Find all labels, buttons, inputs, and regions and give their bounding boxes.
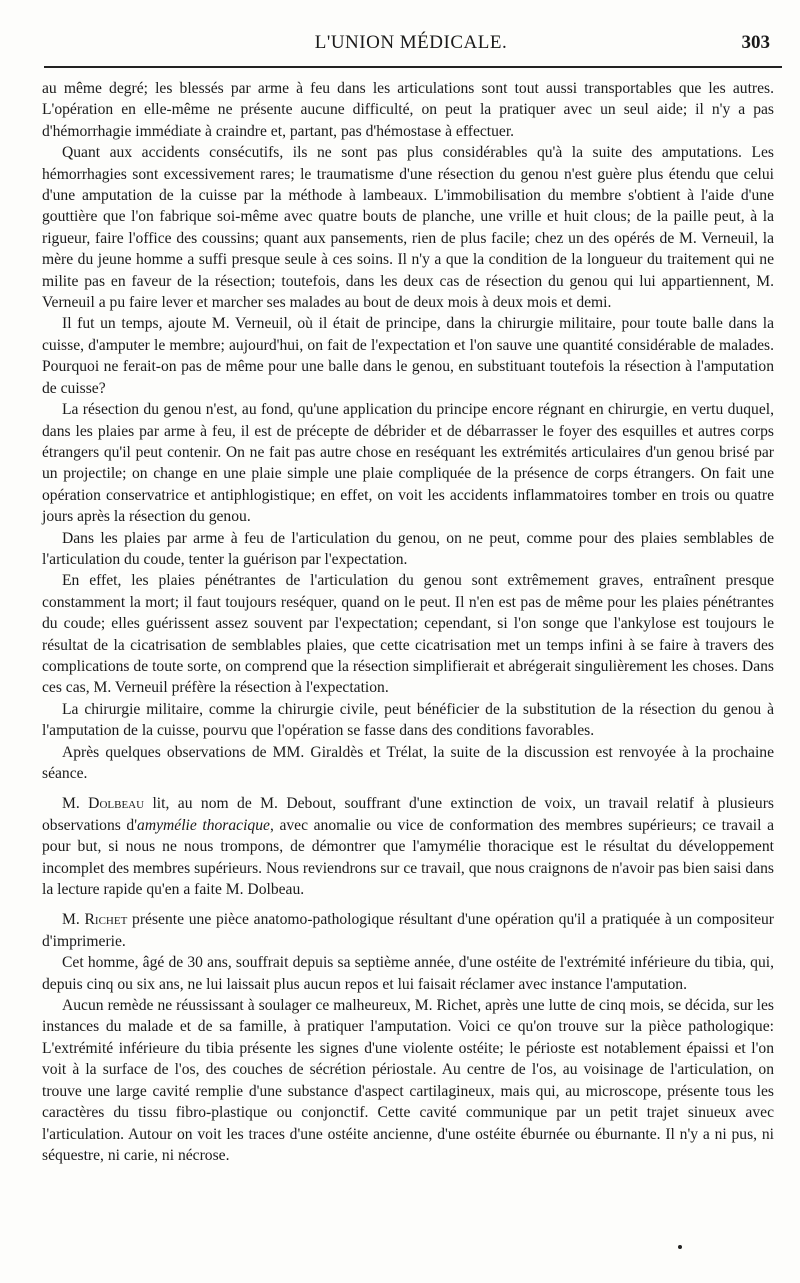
running-header [44, 32, 778, 62]
paragraph: Cet homme, âgé de 30 ans, souffrait depuis sa septième année, d'une ostéite de l'extrémité inférieure du tibia, qui, depuis cinq ou six ans, ne lui laissait plus aucun repos et lui faisait réclamer avec instance l'amputation. [42, 954, 774, 993]
header-rule [44, 66, 782, 68]
italic-term: amymélie thoracique [137, 816, 270, 834]
paragraph: au même degré; les blessés par arme à feu dans les articulations sont tout aussi transportables que les autres. L'opération en elle-même ne présente aucune difficulté, on peut la pratiquer avec un seul aide; il n'y a pas d'hémorrhagie immédiate à craindre et, partant, pas d'hémostase à effectuer. [42, 80, 774, 140]
paragraph: Dans les plaies par arme à feu de l'articulation du genou, on ne peut, comme pour des plaies semblables de l'articulation du coude, tenter la guérison par l'expectation. [42, 529, 774, 568]
print-mark [678, 1245, 682, 1249]
paragraph: Quant aux accidents consécutifs, ils ne sont pas plus considérables qu'à la suite des amputations. Les hémorrhagies sont excessivement rares; le traumatisme d'une résection du genou n'est guère plus étendu que celui d'une amputation de la cuisse par la méthode à lambeaux. L'immobilisation du membre s'obtient à l'aide d'une gouttière que l'on fabrique soi-même avec quatre bouts de planche, une vrille et huit clous; de la paille peut, à la rigueur, faire l'office des coussins; quant aux pansements, rien de plus facile; chez un des opérés de M. Verneuil, la mère du jeune homme a suffi presque seule à ces soins. Il n'y a que la condition de la longueur du traitement qui ne milite pas en faveur de la résection; toutefois, dans les deux cas de résection du genou qui lui appartiennent, M. Verneuil a pu faire lever et marcher ses malades au bout de deux mois à deux mois et demi. [42, 144, 774, 312]
dolbeau-paragraph [42, 793, 774, 900]
speaker-name: M. Richet [62, 911, 128, 929]
paragraph-text: lit, au nom de M. Debout, souffrant d'une extinction de voix, un travail relatif à plusieurs observations d' [42, 795, 774, 834]
paragraph-text: , avec anomalie ou vice de conformation des membres supérieurs; ce travail a pour but, si nous ne nous trompons, de démontrer que l'amymélie thoracique est le résultat du développement incomplet des membres supérieurs. Nous reviendrons sur ce travail, que nous craignons de n'avoir pas bien saisi dans la lecture rapide qu'en a faite M. Dolbeau. [42, 816, 774, 899]
richet-paragraph [42, 909, 774, 952]
journal-title: L'UNION MÉDICALE. [314, 32, 508, 53]
paragraph: La chirurgie militaire, comme la chirurgie civile, peut bénéficier de la substitution de la résection du genou à l'amputation de la cuisse, pourvu que l'opération se fasse dans des conditions favorables. [42, 700, 774, 740]
page-number: 303 [741, 32, 770, 53]
paragraph: En effet, les plaies pénétrantes de l'articulation du genou sont extrêmement graves, entraînent presque constamment la mort; il faut toujours reséquer, quand on le peut. Il n'en est pas de même pour les plaies pénétrantes du coude; elles guérissent assez souvent par l'expectation; cependant, si l'on songe que l'ankylose est toujours le résultat de la cicatrisation de semblables plaies, que cette cicatrisation met un temps infini à se faire à travers des complications de toute sorte, on comprend que la résection simplifierait et abrégerait singulièrement les choses. Dans ces cas, M. Verneuil préfère la résection à l'expectation. [42, 572, 774, 697]
paragraph: La résection du genou n'est, au fond, qu'une application du principe encore régnant en chirurgie, en vertu duquel, dans les plaies par arme à feu, il est de précepte de débrider et de débarrasser le foyer des esquilles et autres corps étrangers qu'il peut contenir. On ne fait pas autre chose en reséquant les extrémités articulaires d'un genou brisé par un projectile; on change en une plaie simple une plaie compliquée de la présence de corps étrangers. On fait une opération conservatrice et antiphlogistique; en effet, on voit les accidents inflammatoires tomber en trois ou quatre jours après la résection du genou. [42, 401, 774, 526]
speaker-name: M. Dolbeau [62, 795, 145, 813]
paragraph-text: présente une pièce anatomo-pathologique résultant d'une opération qu'il a pratiquée à un compositeur d'imprimerie. [42, 911, 774, 950]
paragraph: Après quelques observations de MM. Giraldès et Trélat, la suite de la discussion est renvoyée à la prochaine séance. [42, 743, 774, 782]
article-body [42, 78, 774, 1166]
paragraph: Il fut un temps, ajoute M. Verneuil, où il était de principe, dans la chirurgie militaire, pour toute balle dans la cuisse, d'amputer le membre; aujourd'hui, on fait de l'expectation et l'on sauve une quantité considérable de malades. Pourquoi ne ferait-on pas de même pour une balle dans le genou, en substituant toutefois la résection à l'amputation de cuisse? [42, 315, 774, 397]
paragraph: Aucun remède ne réussissant à soulager ce malheureux, M. Richet, après une lutte de cinq mois, se décida, sur les instances du malade et de sa famille, à pratiquer l'amputation. Voici ce qu'on trouve sur la pièce pathologique: L'extrémité inférieure du tibia présente les signes d'une violente ostéite; le périoste est notablement épaissi et l'on voit à la surface de l'os, des couches de sécrétion périostale. Au centre de l'os, au voisinage de l'articulation, on trouve une large cavité remplie d'une substance d'aspect cartilagineux, mais qui, au microscope, présente tous les caractères du tissu fibro-plastique ou conjonctif. Cette cavité communique par un petit trajet sinueux avec l'articulation. Autour on voit les traces d'une ostéite ancienne, d'une ostéite éburnée ou éburnante. Il n'y a ni pus, ni séquestre, ni carie, ni nécrose. [42, 997, 774, 1164]
